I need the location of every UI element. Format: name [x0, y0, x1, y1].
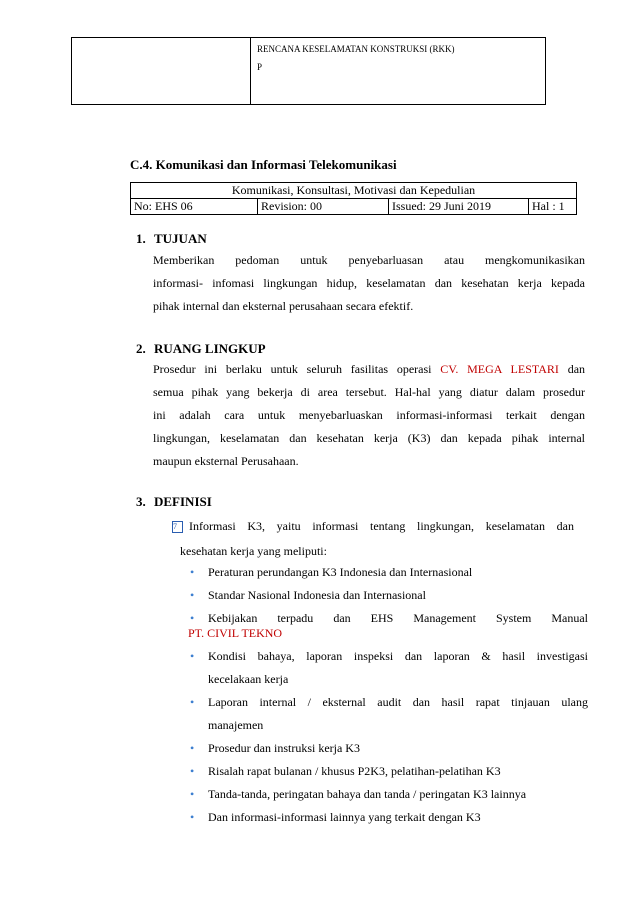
list-item	[188, 691, 588, 737]
doc-page: Hal : 1	[529, 199, 577, 215]
list-item	[188, 760, 588, 783]
paragraph-line: Memberikan pedoman untuk penyebarluasan atau mengkomunikasikan	[153, 253, 585, 267]
intro-text: Informasi K3, yaitu informasi tentang lingkungan, keselamatan dan	[189, 519, 574, 533]
list-item-text: Dan informasi-informasi lainnya yang terkait dengan K3	[208, 810, 481, 824]
list-item-text: Kondisi bahaya, laporan inspeksi dan laporan & hasil investigasi	[208, 649, 588, 663]
heading-number: 2.	[136, 341, 146, 356]
bullet-icon: •	[190, 787, 195, 801]
heading-number: 1.	[136, 231, 146, 246]
header-title-cell	[251, 38, 545, 104]
list-item	[188, 783, 588, 806]
heading-definisi	[136, 494, 212, 510]
heading-ruang-lingkup	[136, 341, 266, 357]
list-item	[188, 737, 588, 760]
list-item	[188, 806, 588, 829]
document-info-table	[130, 182, 577, 215]
heading-text: TUJUAN	[154, 231, 207, 246]
section-title: C.4. Komunikasi dan Informasi Telekomunikasi	[130, 157, 397, 172]
paragraph-ruang-lingkup	[153, 358, 585, 473]
list-item	[188, 645, 588, 691]
paragraph-line: ini adalah cara untuk menyebarluaskan informasi-informasi terkait dengan	[153, 408, 585, 422]
list-item-text: Risalah rapat bulanan / khusus P2K3, pelatihan-pelatihan K3	[208, 764, 501, 778]
bullet-icon: •	[190, 611, 195, 625]
list-item-continuation: kecelakaan kerja	[208, 672, 289, 686]
bullet-icon: •	[190, 695, 195, 709]
paragraph-line: semua pihak yang bekerja di area tersebut. Hal-hal yang diatur dalam prosedur	[153, 385, 585, 399]
list-item-continuation: manajemen	[208, 718, 264, 732]
intro-line: kesehatan kerja yang meliputi:	[180, 544, 327, 558]
list-item-text: Standar Nasional Indonesia dan Internasional	[208, 588, 426, 602]
heading-text: RUANG LINGKUP	[154, 341, 266, 356]
company-name: PT. CIVIL TEKNO	[188, 626, 283, 640]
paragraph-line: informasi- infomasi lingkungan hidup, keselamatan dan kesehatan kerja kepada	[153, 276, 585, 290]
company-name: CV. MEGA LESTARI	[440, 362, 559, 376]
header-subtitle: P	[257, 62, 263, 72]
paragraph-tujuan	[153, 249, 585, 318]
bullet-icon: •	[190, 588, 195, 602]
bullet-icon: •	[190, 741, 195, 755]
line-text: dan	[567, 362, 586, 376]
list-item-text: Laporan internal / eksternal audit dan hasil rapat tinjauan ulang	[208, 695, 588, 709]
intro-line	[172, 515, 574, 537]
doc-revision: Revision: 00	[258, 199, 389, 215]
heading-text: DEFINISI	[154, 494, 212, 509]
doc-issued: Issued: 29 Juni 2019	[389, 199, 529, 215]
bullet-icon: •	[190, 764, 195, 778]
heading-number: 3.	[136, 494, 146, 509]
bullet-icon: •	[190, 810, 195, 824]
document-header	[71, 37, 546, 105]
list-item	[188, 561, 588, 584]
bullet-icon: •	[190, 565, 195, 579]
bullet-icon: •	[190, 649, 195, 663]
table-heading: Komunikasi, Konsultasi, Motivasi dan Kepedulian	[131, 183, 577, 199]
paragraph-line	[153, 358, 585, 381]
header-title: RENCANA KESELAMATAN KONSTRUKSI (RKK)	[257, 44, 455, 54]
definisi-intro	[172, 515, 574, 562]
heading-tujuan	[136, 231, 207, 247]
list-item-text: Peraturan perundangan K3 Indonesia dan Internasional	[208, 565, 473, 579]
list-item-text: Tanda-tanda, peringatan bahaya dan tanda / peringatan K3 lainnya	[208, 787, 527, 801]
list-item	[188, 607, 588, 641]
definisi-bullet-list	[188, 561, 588, 829]
list-item-text: Kebijakan terpadu dan EHS Management System Manual	[208, 611, 588, 625]
list-item-text: Prosedur dan instruksi kerja K3	[208, 741, 360, 755]
line-text: Prosedur ini berlaku untuk seluruh fasilitas operasi	[153, 362, 432, 376]
list-marker-icon: 7	[172, 521, 183, 533]
header-logo-cell	[72, 38, 251, 104]
paragraph-line: maupun eksternal Perusahaan.	[153, 454, 299, 468]
doc-number: No: EHS 06	[131, 199, 258, 215]
paragraph-line: lingkungan, keselamatan dan kesehatan kerja (K3) dan kepada pihak internal	[153, 431, 585, 445]
paragraph-line: pihak internal dan eksternal perusahaan secara efektif.	[153, 299, 414, 313]
list-item	[188, 584, 588, 607]
